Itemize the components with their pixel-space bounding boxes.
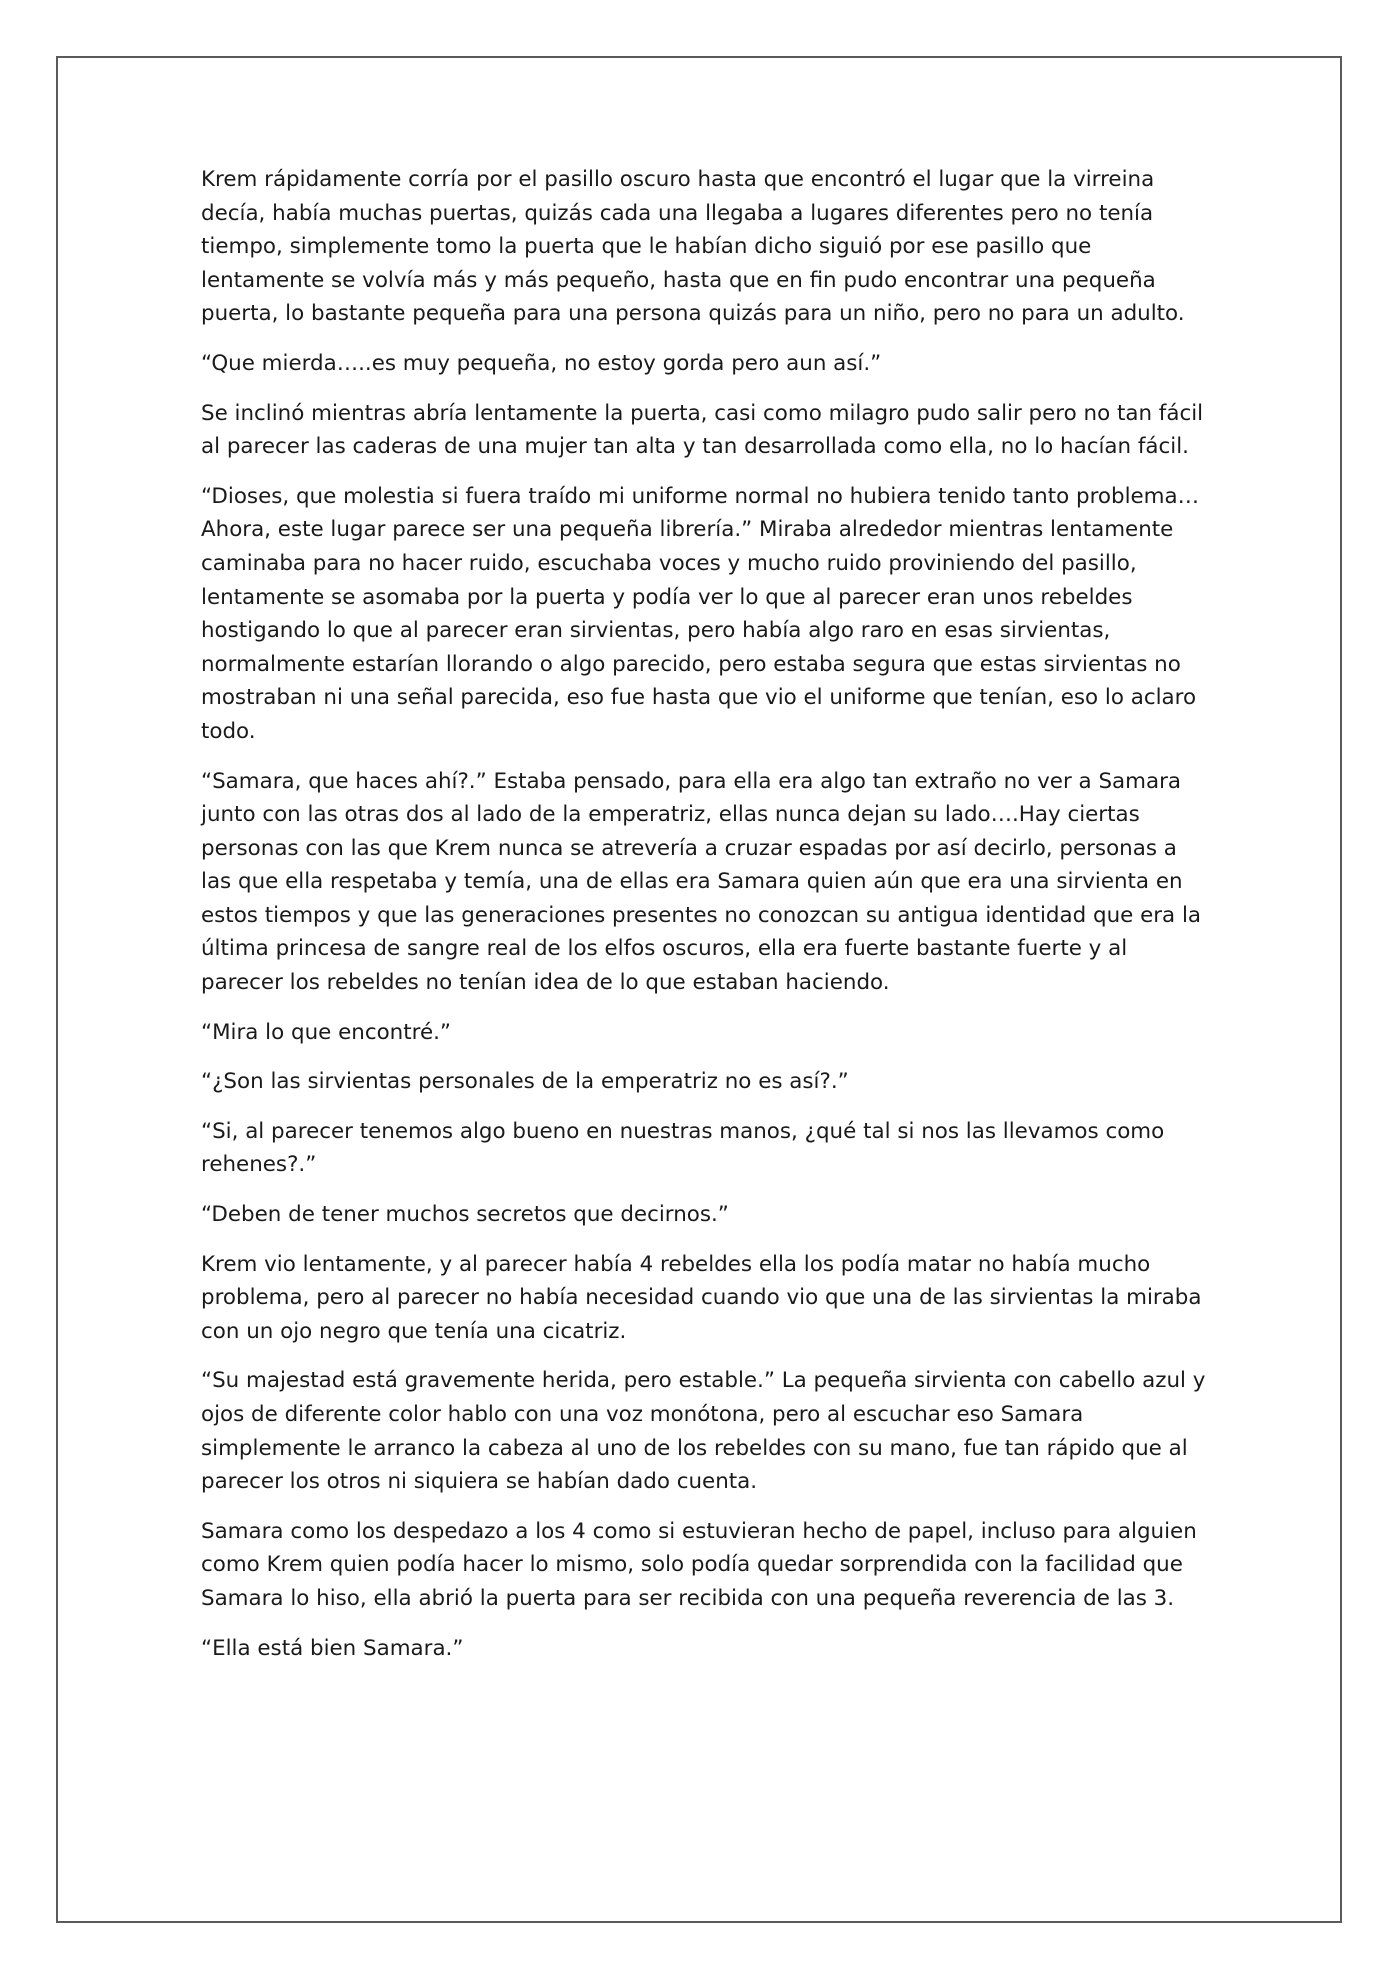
paragraph: “Mira lo que encontré.”: [201, 1019, 451, 1045]
paragraph: Krem vio lentamente, y al parecer había 4 rebeldes ella los podía matar no había mucho problema, pero al parecer no había necesidad cuando vio que una de las sirvientas la miraba con un ojo negro que tenía una cicatriz.: [201, 1251, 1202, 1344]
paragraph: “Si, al parecer tenemos algo bueno en nuestras manos, ¿qué tal si nos las llevamos como rehenes?.”: [201, 1118, 1165, 1178]
paragraph: “Que mierda…..es muy pequeña, no estoy gorda pero aun así.”: [201, 350, 882, 376]
document-body: [201, 163, 1207, 1681]
paragraph: “Dioses, que molestia si fuera traído mi uniforme normal no hubiera tenido tanto problema…Ahora, este lugar parece ser una pequeña librería.” Miraba alrededor mientras lentamente caminaba para no hacer ruido, escuchaba voces y mucho ruido proviniendo del pasillo, lentamente se asomaba por la puerta y podía ver lo que al parecer eran unos rebeldes hostigando lo que al parecer eran sirvientas, pero había algo raro en esas sirvientas, normalmente estarían llorando o algo parecido, pero estaba segura que estas sirvientas no mostraban ni una señal parecida, eso fue hasta que vio el uniforme que tenían, eso lo aclaro todo.: [201, 483, 1200, 744]
paragraph: “Samara, que haces ahí?.” Estaba pensado, para ella era algo tan extraño no ver a Samara junto con las otras dos al lado de la emperatriz, ellas nunca dejan su lado….Hay ciertas personas con las que Krem nunca se atrevería a cruzar espadas por así decirlo, personas a las que ella respetaba y temía, una de ellas era Samara quien aún que era una sirvienta en estos tiempos y que las generaciones presentes no conozcan su antigua identidad que era la última princesa de sangre real de los elfos oscuros, ella era fuerte bastante fuerte y al parecer los rebeldes no tenían idea de lo que estaban haciendo.: [201, 768, 1202, 996]
paragraph: Se inclinó mientras abría lentamente la puerta, casi como milagro pudo salir pero no tan fácil al parecer las caderas de una mujer tan alta y tan desarrollada como ella, no lo hacían fácil.: [201, 400, 1204, 460]
paragraph: Samara como los despedazo a los 4 como si estuvieran hecho de papel, incluso para alguien como Krem quien podía hacer lo mismo, solo podía quedar sorprendida con la facilidad que Samara lo hiso, ella abrió la puerta para ser recibida con una pequeña reverencia de las 3.: [201, 1518, 1197, 1611]
paragraph: Krem rápidamente corría por el pasillo oscuro hasta que encontró el lugar que la virreina decía, había muchas puertas, quizás cada una llegaba a lugares diferentes pero no tenía tiempo, simplemente tomo la puerta que le habían dicho siguió por ese pasillo que lentamente se volvía más y más pequeño, hasta que en fin pudo encontrar una pequeña puerta, lo bastante pequeña para una persona quizás para un niño, pero no para un adulto.: [201, 167, 1185, 327]
paragraph: “Deben de tener muchos secretos que decirnos.”: [201, 1202, 729, 1228]
paragraph: “Su majestad está gravemente herida, pero estable.” La pequeña sirvienta con cabello azul y ojos de diferente color hablo con una voz monótona, pero al escuchar eso Samara simplemente le arranco la cabeza al uno de los rebeldes con su mano, fue tan rápido que al parecer los otros ni siquiera se habían dado cuenta.: [201, 1368, 1206, 1495]
paragraph: “Ella está bien Samara.”: [201, 1635, 464, 1661]
paragraph: “¿Son las sirvientas personales de la emperatriz no es así?.”: [201, 1069, 849, 1095]
